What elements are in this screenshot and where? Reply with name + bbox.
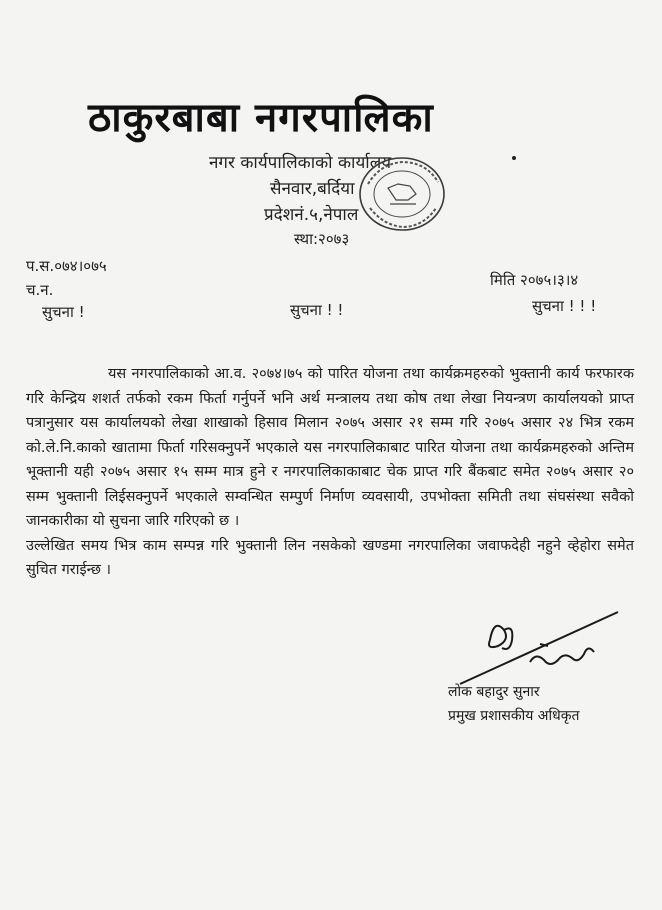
office-name: नगर कार्यपालिकाको कार्यालय — [209, 153, 392, 173]
dispatch-number: च.न. — [26, 281, 54, 299]
notice-heading-right: सुचना ! ! ! — [532, 297, 597, 315]
handwritten-signature — [430, 600, 630, 692]
municipality-title: ठाकुरबाबा नगरपालिका — [88, 95, 434, 141]
notice-body — [26, 362, 634, 583]
letter-date: मिति २०७५।३।४ — [490, 271, 579, 289]
notice-heading-center: सुचना ! ! — [290, 301, 344, 319]
notice-heading-left: सुचना ! — [42, 303, 85, 321]
signatory-name: लोक बहादुर सुनार — [448, 684, 540, 700]
office-place: सैनवार,बर्दिया — [270, 179, 355, 199]
signatory-title: प्रमुख प्रशासकीय अधिकृत — [448, 708, 580, 724]
office-seal-stamp — [350, 152, 448, 238]
notice-paragraph-2: उल्लेखित समय भित्र काम सम्पन्न गरि भुक्तानी लिन नसकेको खण्डमा नगरपालिका जवाफदेही नहुने व्हेहोरा समेत सुचित गराईन्छ । — [26, 537, 634, 578]
dot-mark — [512, 156, 516, 160]
letter-number: प.स.०७४।०७५ — [26, 257, 107, 275]
established-year: स्था:२०७३ — [294, 230, 350, 248]
office-province: प्रदेशनं.५,नेपाल — [264, 205, 359, 225]
notice-paragraph-1: यस नगरपालिकाको आ.व. २०७४।७५ को पारित योजना तथा कार्यक्रमहरुको भुक्तानी कार्य फरफारक गरि केन्द्रिय शशर्त तर्फको रकम फिर्ता गर्नुपर्ने भनि अर्थ मन्त्रालय तथा कोष तथा लेखा नियन्त्रण कार्यालयको प्राप्त पत्रानुसार यस कार्यालयको लेखा शाखाको हिसाव मिलान २०७५ असार २१ सम्म गरि २०७५ असार २४ भित्र रकम को.ले.नि.काको खातामा फिर्ता गरिसक्नुपर्ने भएकाले यस नगरपालिकाबाट पारित योजना तथा कार्यक्रमहरुको अन्तिम भूक्तानी यही २०७५ असार १५ सम्म मात्र हुने र नगरपालिकाकाबाट चेक प्राप्त गरि बैंकबाट समेत २०७५ असार २० सम्म भुक्तानी लिईसक्नुपर्ने भएकाले सम्वन्धित सम्पुर्ण निर्माण व्यवसायी, उपभोक्ता समिती तथा संघसंस्था सवैको जानकारीका यो सुचना जारि गरिएको छ । — [26, 366, 634, 529]
